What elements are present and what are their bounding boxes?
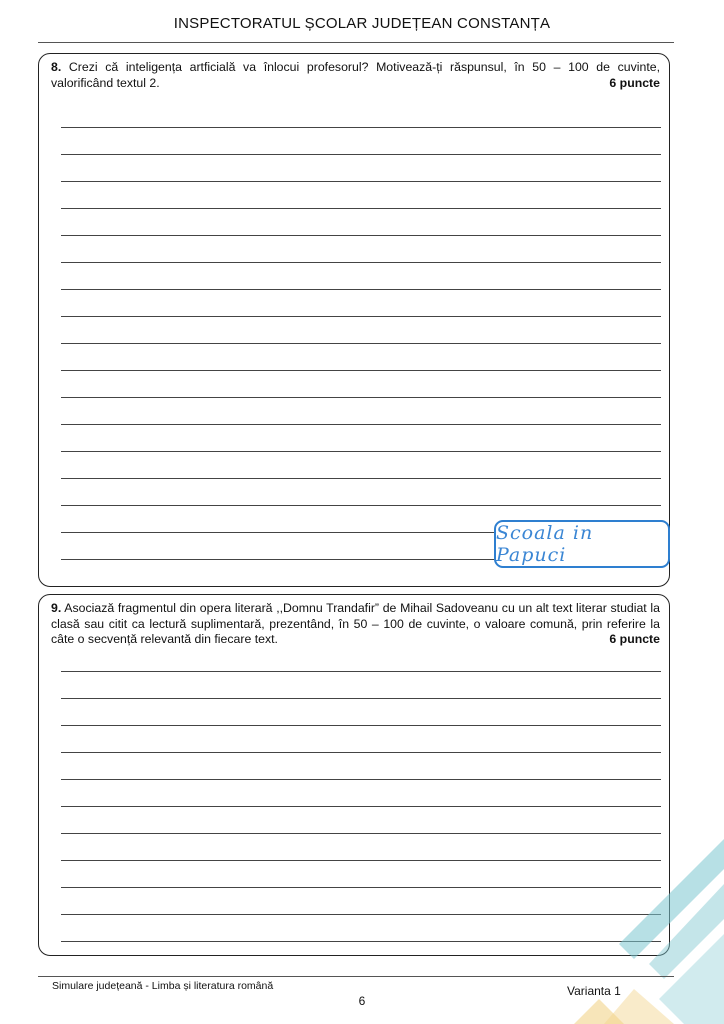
answer-line — [61, 127, 661, 128]
answer-line — [61, 424, 661, 425]
answer-line — [61, 343, 661, 344]
answer-line — [61, 316, 661, 317]
answer-line — [61, 289, 661, 290]
answer-line — [61, 505, 661, 506]
footer-exam-title: Simulare județeană - Limba și literatura română — [52, 980, 274, 992]
question-8-answer-area[interactable] — [61, 54, 661, 586]
answer-line — [61, 887, 661, 888]
answer-line — [61, 725, 661, 726]
answer-line — [61, 478, 661, 479]
watermark-stamp — [494, 520, 670, 568]
question-9-prompt: Asociază fragmentul din opera literară ,,Domnu Trandafir” de Mihail Sadoveanu cu un alt text literar studiat la clasă sau citit ca lectură suplimentară, prezentând, în 50 – 100 de cuvinte, o valoare comună, prin referire la câte o secvență relevantă din fiecare text. — [51, 601, 660, 646]
question-8-points: 6 puncte — [609, 75, 660, 90]
answer-line — [61, 698, 661, 699]
answer-line — [61, 235, 661, 236]
answer-line — [61, 806, 661, 807]
question-9-number: 9. — [51, 601, 62, 615]
page-number: 6 — [358, 994, 366, 1008]
answer-line — [61, 262, 661, 263]
answer-line — [61, 208, 661, 209]
footer-variant: Varianta 1 — [567, 984, 621, 998]
page-header-title: INSPECTORATUL ȘCOLAR JUDEȚEAN CONSTANȚA — [173, 15, 551, 32]
answer-line — [61, 833, 661, 834]
answer-line — [61, 752, 661, 753]
answer-line — [61, 779, 661, 780]
answer-line — [61, 181, 661, 182]
question-9-answer-area[interactable] — [61, 595, 661, 955]
answer-line — [61, 451, 661, 452]
header-divider — [38, 42, 674, 43]
footer-divider — [38, 976, 674, 977]
question-8-prompt: Crezi că inteligența artficială va înlocui profesorul? Motivează-ți răspunsul, în 50 – 100 de cuvinte, valorificând textul 2. — [51, 60, 660, 90]
question-9-points: 6 puncte — [609, 632, 660, 646]
answer-line — [61, 941, 661, 942]
answer-line — [61, 860, 661, 861]
watermark-text: Scoala in Papuci — [496, 522, 594, 566]
answer-line — [61, 914, 661, 915]
answer-line — [61, 671, 661, 672]
answer-line — [61, 154, 661, 155]
answer-line — [61, 370, 661, 371]
question-8-box — [38, 53, 670, 587]
question-8-number: 8. — [51, 60, 62, 74]
answer-line — [61, 397, 661, 398]
